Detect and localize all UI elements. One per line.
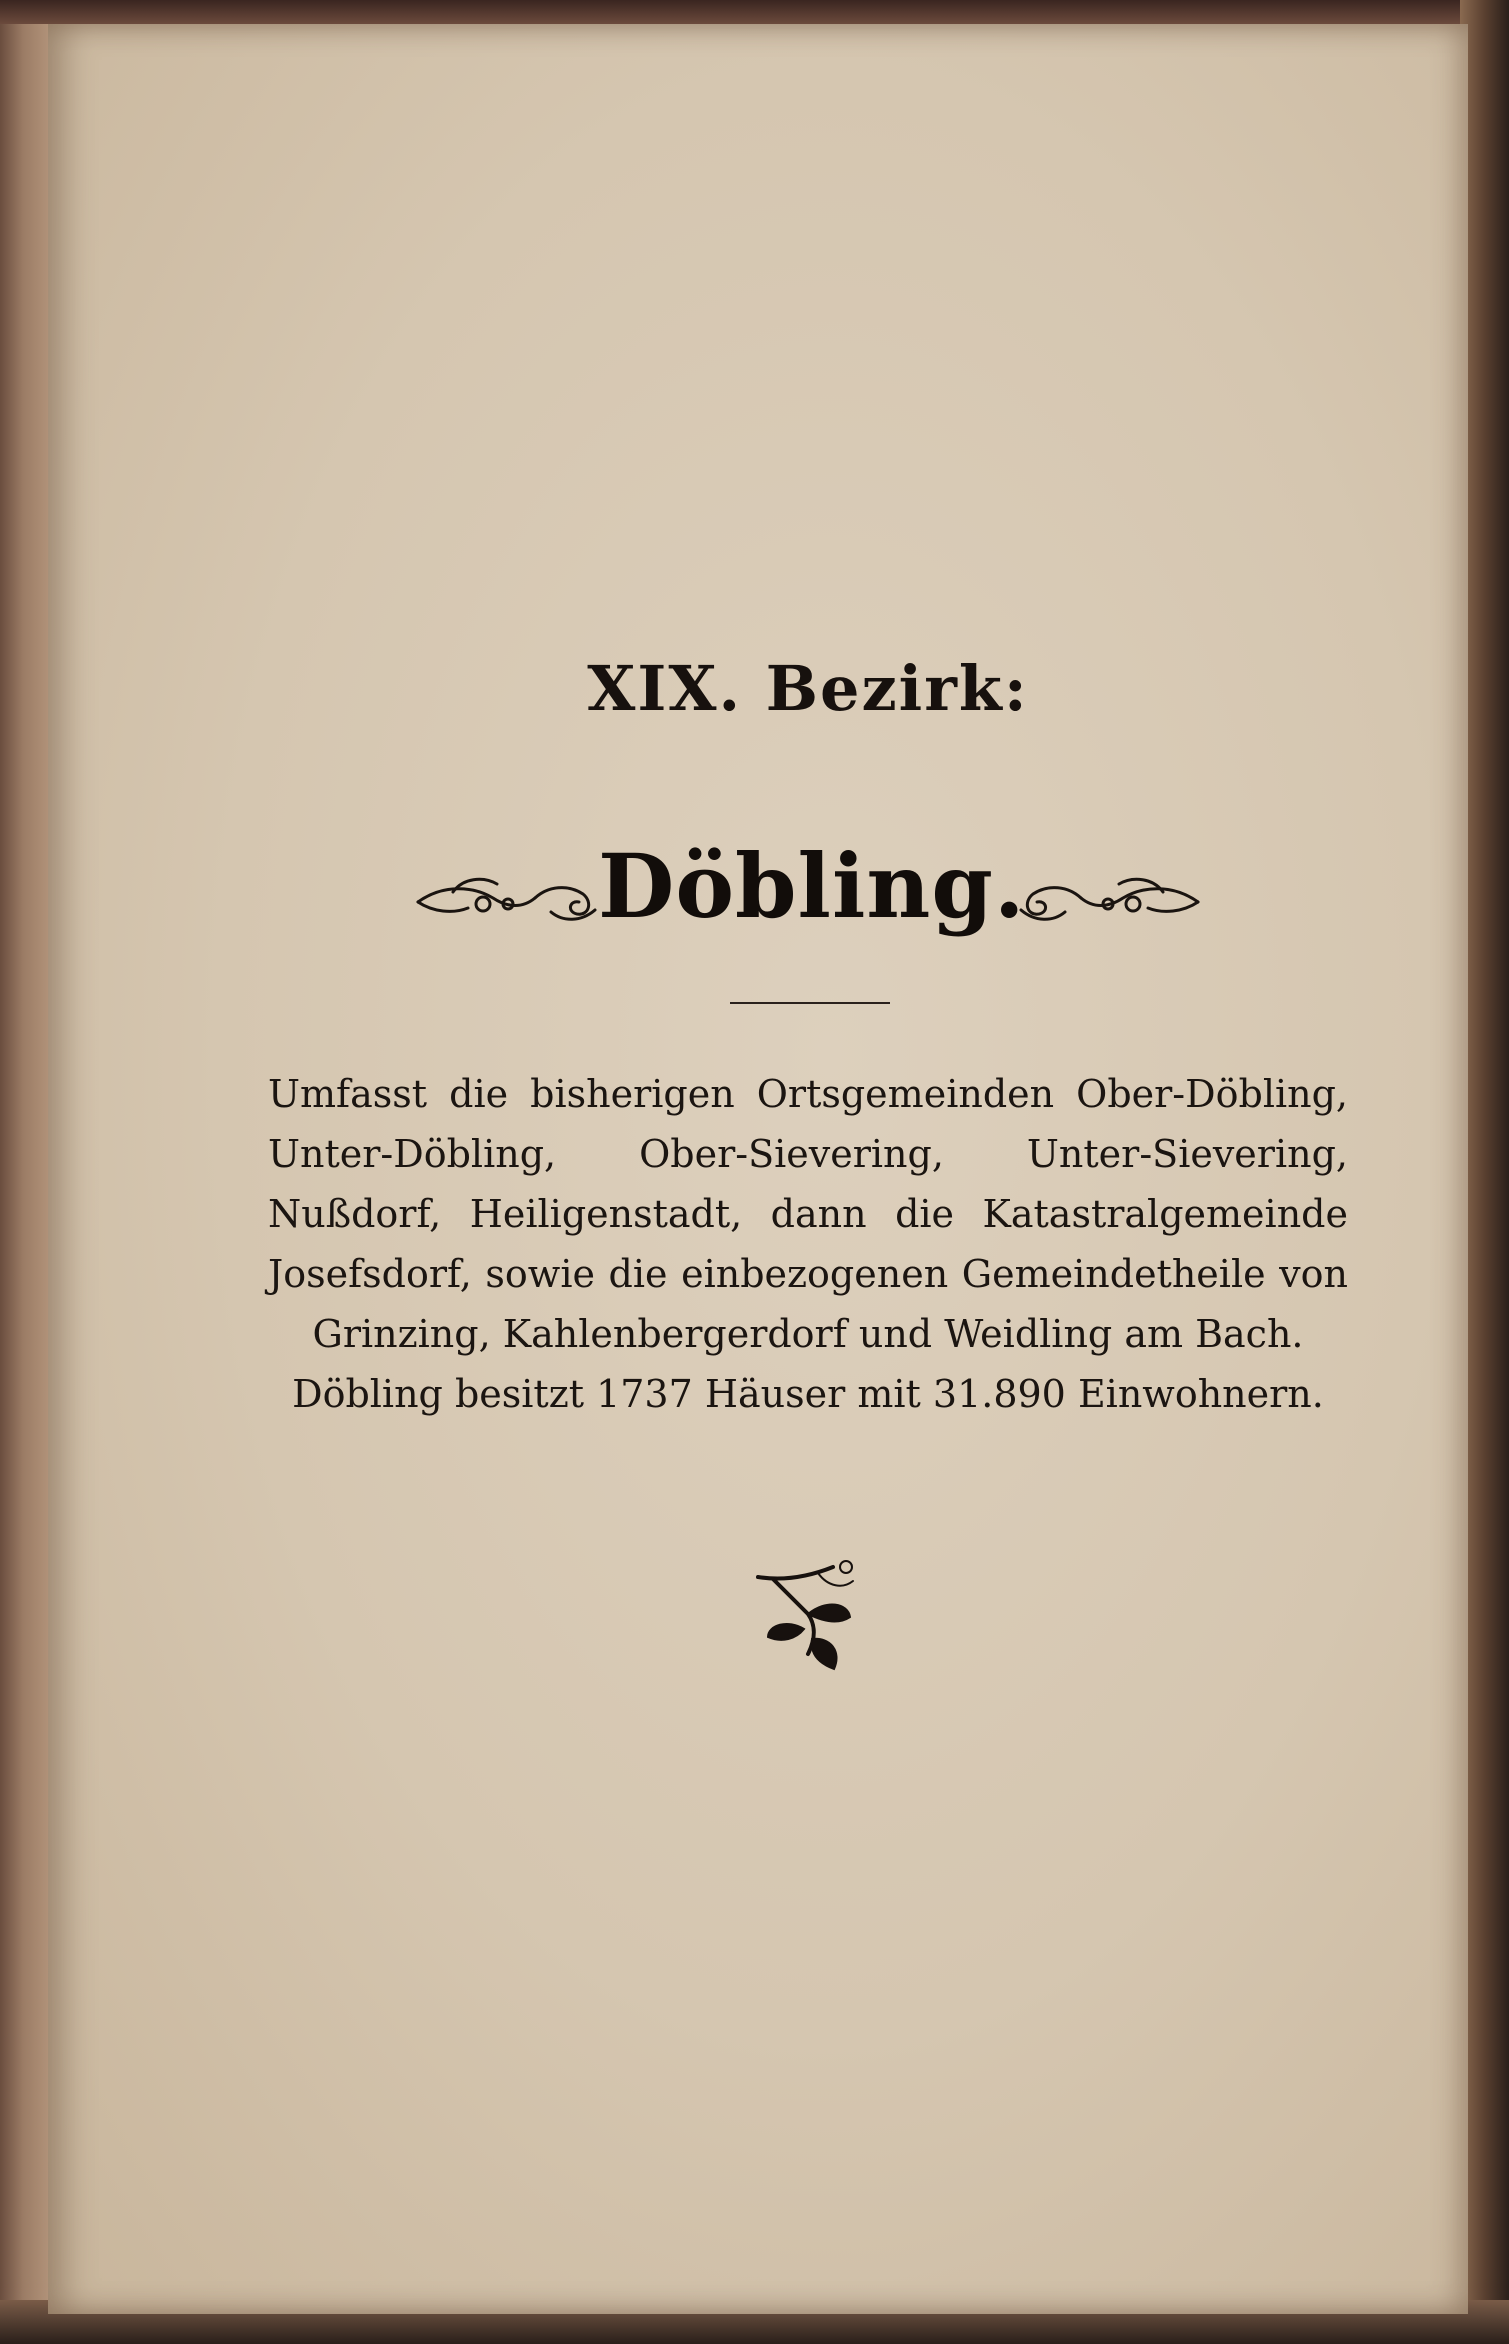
scroll-flourish-icon xyxy=(1013,864,1203,928)
description-block xyxy=(268,1064,1348,1424)
description-paragraph: Umfasst die bisherigen Ortsgemeinden Ober-Döbling, Unter-Döbling, Ober-Sievering, Unter-Sievering, Nußdorf, Heiligenstadt, dann die Katastralgemeinde Josefsdorf, sowie die einbezogenen Gemeindetheile von Grinzing, Kahlenbergerdorf und Weidling am Bach. xyxy=(268,1072,1348,1356)
scroll-flourish-icon xyxy=(413,864,603,928)
district-heading: XIX. Bezirk: xyxy=(587,652,1029,725)
district-title-row xyxy=(268,834,1348,954)
district-name: Döbling. xyxy=(598,834,1026,938)
page-content xyxy=(268,24,1348,2314)
book-top-edge xyxy=(0,0,1509,24)
floral-vignette-icon xyxy=(738,1559,878,1679)
book-page xyxy=(48,24,1468,2314)
statistics-line: Döbling besitzt 1737 Häuser mit 31.890 Einwohnern. xyxy=(292,1372,1324,1416)
divider-rule xyxy=(730,1002,890,1004)
